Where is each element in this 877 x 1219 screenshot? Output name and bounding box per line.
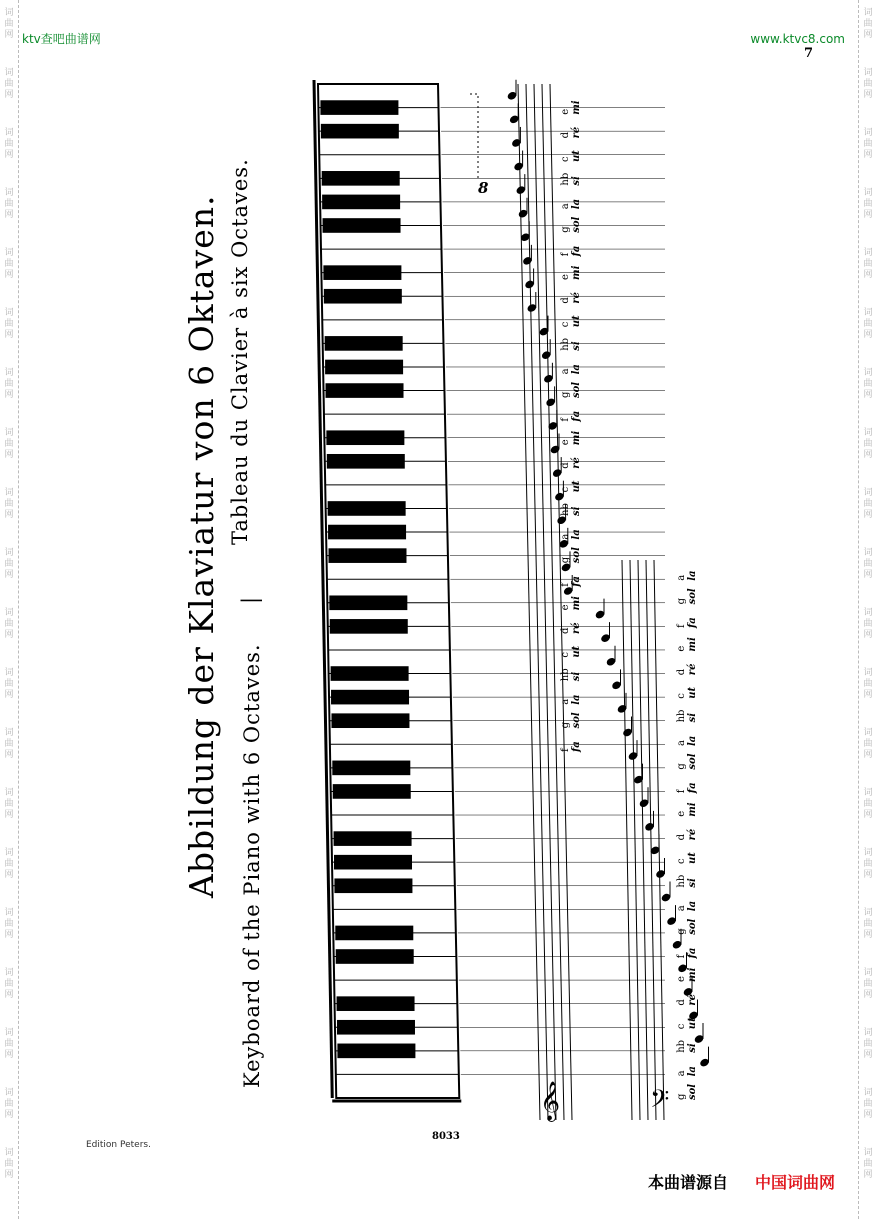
note-letter: e [560,274,571,280]
title-separator: | [238,595,262,604]
staff-line [622,560,632,1120]
watermark-glyph-group: 词 曲 网 [4,68,14,100]
watermark-glyph-group: 词 曲 网 [863,428,873,460]
note-solfege: la [571,529,582,540]
note-letter: d [676,833,687,841]
note-solfege: si [687,1043,698,1053]
note-solfege: la [687,735,698,746]
note-solfege: sol [571,712,582,729]
note-letter: d [560,131,571,139]
note-solfege: si [571,506,582,516]
note-solfege: si [571,176,582,186]
note-letter: c [676,858,687,864]
note-solfege: ré [687,663,698,676]
note-solfege: la [571,364,582,375]
note-solfege: fa [571,576,582,587]
watermark-glyph-group: 词 曲 网 [863,668,873,700]
note-solfege: ré [571,457,582,469]
note-letter: d [560,297,571,304]
note-letter: c [560,156,571,162]
note-solfege: la [687,900,698,912]
note-letter: a [676,574,687,581]
note-solfege: fa [687,617,698,628]
note-letter: hb [560,337,571,351]
watermark-glyph-group: 词 曲 网 [4,848,14,880]
note-solfege: ré [571,622,582,634]
watermark-glyph-group: 词 曲 网 [4,788,14,820]
black-key [337,1044,415,1059]
note-solfege: ré [571,291,582,304]
black-key [337,1020,415,1035]
watermark-glyph-group: 词 曲 网 [4,488,14,520]
note-letter: f [560,583,571,587]
black-key [325,360,403,375]
note-solfege: fa [571,741,582,752]
ktvc8-site-link[interactable]: www.ktvc8.com [750,32,845,46]
black-key [326,430,404,445]
black-key [324,289,402,304]
black-key [320,100,398,115]
watermark-glyph-group: 词 曲 网 [863,1088,873,1120]
watermark-glyph-group: 词 曲 网 [4,308,14,340]
black-key [331,666,409,681]
black-key [321,124,399,139]
watermark-glyph-group: 词 曲 网 [863,8,873,40]
black-key [323,265,401,280]
note-letter: hb [560,668,571,682]
note-solfege: sol [687,753,698,770]
watermark-glyph-group: 词 曲 网 [4,368,14,400]
watermark-glyph-group: 词 曲 网 [4,248,14,280]
english-title: Keyboard of the Piano with 6 Octaves. [240,643,264,1088]
note-letter: f [676,624,687,628]
note-solfege: fa [571,245,582,257]
note-letter: g [676,763,687,770]
watermark-glyph-group: 词 曲 网 [4,908,14,940]
watermark-glyph-group: 词 曲 网 [4,548,14,580]
watermark-glyph-group: 词 曲 网 [863,308,873,340]
note-letter: g [676,1093,687,1100]
source-label: 本曲谱源自 [648,1173,729,1192]
black-key [336,949,414,964]
note-letter: e [676,810,687,817]
watermark-glyph-group: 词 曲 网 [863,848,873,880]
note-solfege: mi [687,967,698,982]
publisher-label: Edition Peters. [86,1140,151,1150]
watermark-glyph-group: 词 曲 网 [4,1088,14,1120]
note-letter: a [560,368,571,375]
black-key [331,690,409,705]
note-solfege: la [571,198,582,210]
note-solfege: fa [571,410,582,422]
note-letter: d [676,668,687,676]
black-key [335,926,413,941]
note-letter: hb [560,503,571,516]
black-key [329,595,407,610]
watermark-glyph-group: 词 曲 网 [863,728,873,760]
note-solfege: sol [571,381,582,398]
note-letter: a [560,698,571,705]
black-key [337,996,415,1011]
watermark-glyph-group: 词 曲 网 [863,548,873,580]
note-letter: c [676,693,687,699]
note-letter: hb [560,172,571,186]
note-solfege: sol [687,1083,698,1100]
bass-clef-icon: 𝄢 [650,1085,670,1120]
note-solfege: ré [687,993,698,1006]
black-key [323,218,401,233]
black-key [334,878,412,893]
black-key [328,525,406,540]
note-solfege: ut [687,852,698,864]
watermark-glyph-group: 词 曲 网 [4,608,14,640]
note-solfege: sol [571,216,582,233]
note-letter: g [560,391,571,398]
note-letter: hb [676,709,687,723]
watermark-glyph-group: 词 曲 网 [863,488,873,520]
note-solfege: mi [687,802,698,817]
note-solfege: la [687,1066,698,1077]
note-solfege: mi [571,265,582,280]
note-letter: d [560,462,571,469]
note-solfege: mi [687,637,698,652]
watermark-glyph-group: 词 曲 网 [863,968,873,1000]
note-solfege: si [571,341,582,351]
watermark-glyph-group: 词 曲 网 [4,728,14,760]
note-solfege: ut [571,315,582,328]
note-letter: a [676,1070,687,1077]
plate-number: 8033 [432,1131,460,1142]
black-key [326,383,404,398]
note-solfege: si [687,712,698,723]
watermark-glyph-group: 词 曲 网 [4,668,14,700]
note-solfege: mi [571,596,582,611]
note-solfege: ut [571,150,582,162]
watermark-glyph-group: 词 曲 网 [863,1148,873,1180]
note-letter: g [560,556,571,564]
note-letter: e [560,108,571,115]
watermark-glyph-group: 词 曲 网 [4,1028,14,1060]
note-solfege: la [687,570,698,581]
note-solfege: ut [687,686,698,699]
watermark-glyph-group: 词 曲 网 [4,968,14,1000]
note-solfege: ré [687,828,698,841]
note-solfege: la [571,694,582,705]
note-letter: a [676,740,687,746]
note-letter: c [676,1023,687,1030]
source-brand-link[interactable]: 中国词曲网 [755,1173,836,1192]
note-letter: a [560,533,571,540]
watermark-glyph-group: 词 曲 网 [863,1028,873,1060]
note-letter: c [560,486,571,493]
note-solfege: ut [571,645,582,658]
staff-line [630,560,640,1120]
note-letter: f [676,954,687,959]
watermark-glyph-group: 词 曲 网 [863,128,873,160]
black-key [331,713,409,728]
note-letter: f [560,748,571,752]
black-key [322,171,400,186]
note-letter: e [560,439,571,446]
note-solfege: ut [571,480,582,493]
note-letter: g [560,226,571,233]
watermark-glyph-group: 词 曲 网 [4,188,14,220]
note-solfege: mi [571,430,582,446]
note-letter: g [676,597,687,605]
ktv-site-link[interactable]: ktv查吧曲谱网 [22,32,101,46]
note-letter: a [676,905,687,912]
note-solfege: fa [687,782,698,794]
note-letter: e [676,976,687,982]
note-letter: hb [676,1039,687,1053]
black-key [322,195,400,210]
note-letter: f [560,252,571,257]
note-letter: a [560,203,571,210]
black-key [334,831,412,846]
keyboard-frame [318,84,459,1098]
note-solfege: fa [687,947,698,959]
watermark-glyph-group: 词 曲 网 [4,1148,14,1180]
main-title: Abbildung der Klaviatur von 6 Oktaven. [182,194,221,898]
ottava-bracket [470,94,478,180]
octave-mark: 8 [478,179,489,197]
note-solfege: si [687,878,698,888]
black-key [325,336,403,351]
note-letter: hb [676,874,687,888]
treble-clef-icon: 𝄞 [540,1081,561,1121]
note-solfege: si [571,671,582,682]
note-letter: d [560,627,571,634]
note-solfege: ut [687,1017,698,1030]
note-letter: f [560,417,571,422]
note-solfege: sol [687,918,698,935]
black-key [332,761,410,776]
staff-line [638,560,648,1120]
black-key [328,548,406,563]
note-solfege: mi [571,100,582,115]
page-number: 7 [803,46,813,61]
note-letter: f [676,789,687,794]
note-letter: g [676,928,687,935]
black-key [330,619,408,634]
staff-line [646,560,656,1120]
note-solfege: sol [687,588,698,605]
note-letter: e [676,645,687,652]
note-solfege: ré [571,126,582,139]
note-letter: e [560,604,571,611]
black-key [328,501,406,516]
black-key [334,855,412,870]
black-key [327,454,405,469]
watermark-glyph-group: 词 曲 网 [863,188,873,220]
french-title: Tableau du Clavier à six Octaves. [228,158,252,545]
watermark-glyph-group: 词 曲 网 [863,248,873,280]
note-letter: c [560,321,571,328]
note-solfege: sol [571,547,582,564]
note-letter: g [560,721,571,729]
black-key [333,784,411,799]
note-letter: d [676,999,687,1006]
watermark-glyph-group: 词 曲 网 [863,788,873,820]
watermark-glyph-group: 词 曲 网 [863,68,873,100]
watermark-glyph-group: 词 曲 网 [4,428,14,460]
watermark-glyph-group: 词 曲 网 [4,8,14,40]
watermark-glyph-group: 词 曲 网 [863,908,873,940]
watermark-glyph-group: 词 曲 网 [4,128,14,160]
note-letter: c [560,651,571,658]
watermark-glyph-group: 词 曲 网 [863,368,873,400]
watermark-glyph-group: 词 曲 网 [863,608,873,640]
